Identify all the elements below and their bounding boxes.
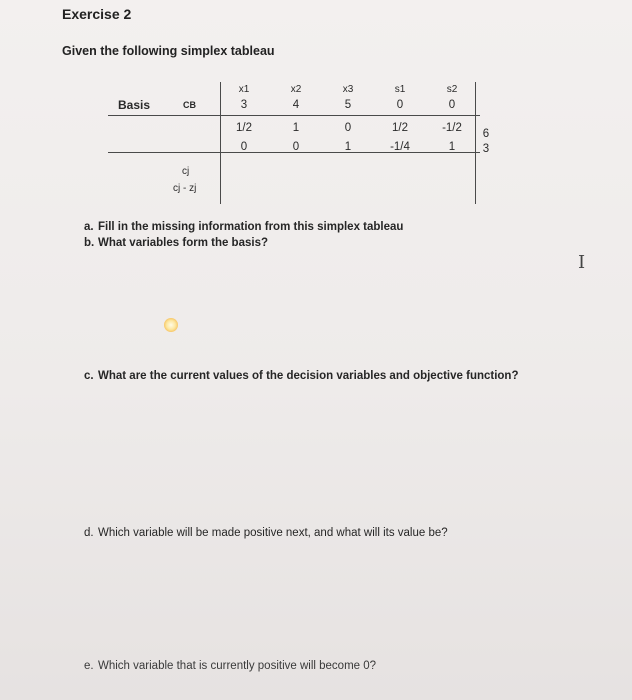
question-a-text: Fill in the missing information from this simplex tableau	[98, 221, 404, 233]
question-d-text: Which variable will be made positive next, and what will its value be?	[98, 527, 448, 539]
row1-x2: 1	[292, 122, 300, 134]
cost-x3: 5	[344, 99, 352, 111]
question-e-text: Which variable that is currently positive will become 0?	[98, 660, 377, 672]
question-b-letter: b.	[84, 237, 95, 249]
basis-divider	[220, 82, 221, 204]
text-cursor-icon: I	[578, 252, 586, 273]
row2-x1: 0	[240, 141, 248, 153]
cj-minus-zj-label: cj - zj	[173, 183, 197, 194]
basis-label: Basis	[118, 98, 151, 112]
cost-s2: 0	[448, 99, 456, 111]
question-c-letter: c.	[84, 370, 94, 382]
question-c-text: What are the current values of the decision variables and objective function?	[98, 370, 519, 382]
question-e	[84, 659, 376, 673]
question-d	[84, 526, 448, 540]
question-e-letter: e.	[84, 660, 94, 672]
cb-label: CB	[183, 100, 196, 110]
row1-x1: 1/2	[236, 122, 252, 134]
simplex-tableau	[100, 80, 500, 205]
var-name-x3: x3	[342, 84, 354, 95]
var-name-s1: s1	[394, 84, 406, 95]
cost-x1: 3	[240, 99, 248, 111]
light-glare	[164, 318, 178, 332]
rhs-row1: 6	[482, 128, 490, 140]
exercise-title: Exercise 2	[62, 6, 132, 22]
cost-x2: 4	[292, 99, 300, 111]
question-a-letter: a.	[84, 221, 94, 233]
question-a	[84, 220, 403, 234]
var-name-x2: x2	[290, 84, 302, 95]
row1-s1: 1/2	[392, 122, 408, 134]
question-b	[84, 236, 268, 250]
question-b-text: What variables form the basis?	[98, 237, 268, 249]
cj-label: cj	[182, 166, 190, 177]
rhs-row2: 3	[482, 143, 490, 155]
row1-s2: -1/2	[442, 122, 462, 134]
row2-x3: 1	[344, 141, 352, 153]
row1-x3: 0	[344, 122, 352, 134]
row2-s2: 1	[448, 141, 456, 153]
var-name-s2: s2	[446, 84, 458, 95]
row2-x2: 0	[292, 141, 300, 153]
row2-s1: -1/4	[390, 141, 410, 153]
question-d-letter: d.	[84, 527, 94, 539]
question-c	[84, 369, 544, 383]
var-name-x1: x1	[238, 84, 250, 95]
cost-s1: 0	[396, 99, 404, 111]
header-rule	[108, 115, 480, 116]
intro-text: Given the following simplex tableau	[62, 44, 275, 58]
